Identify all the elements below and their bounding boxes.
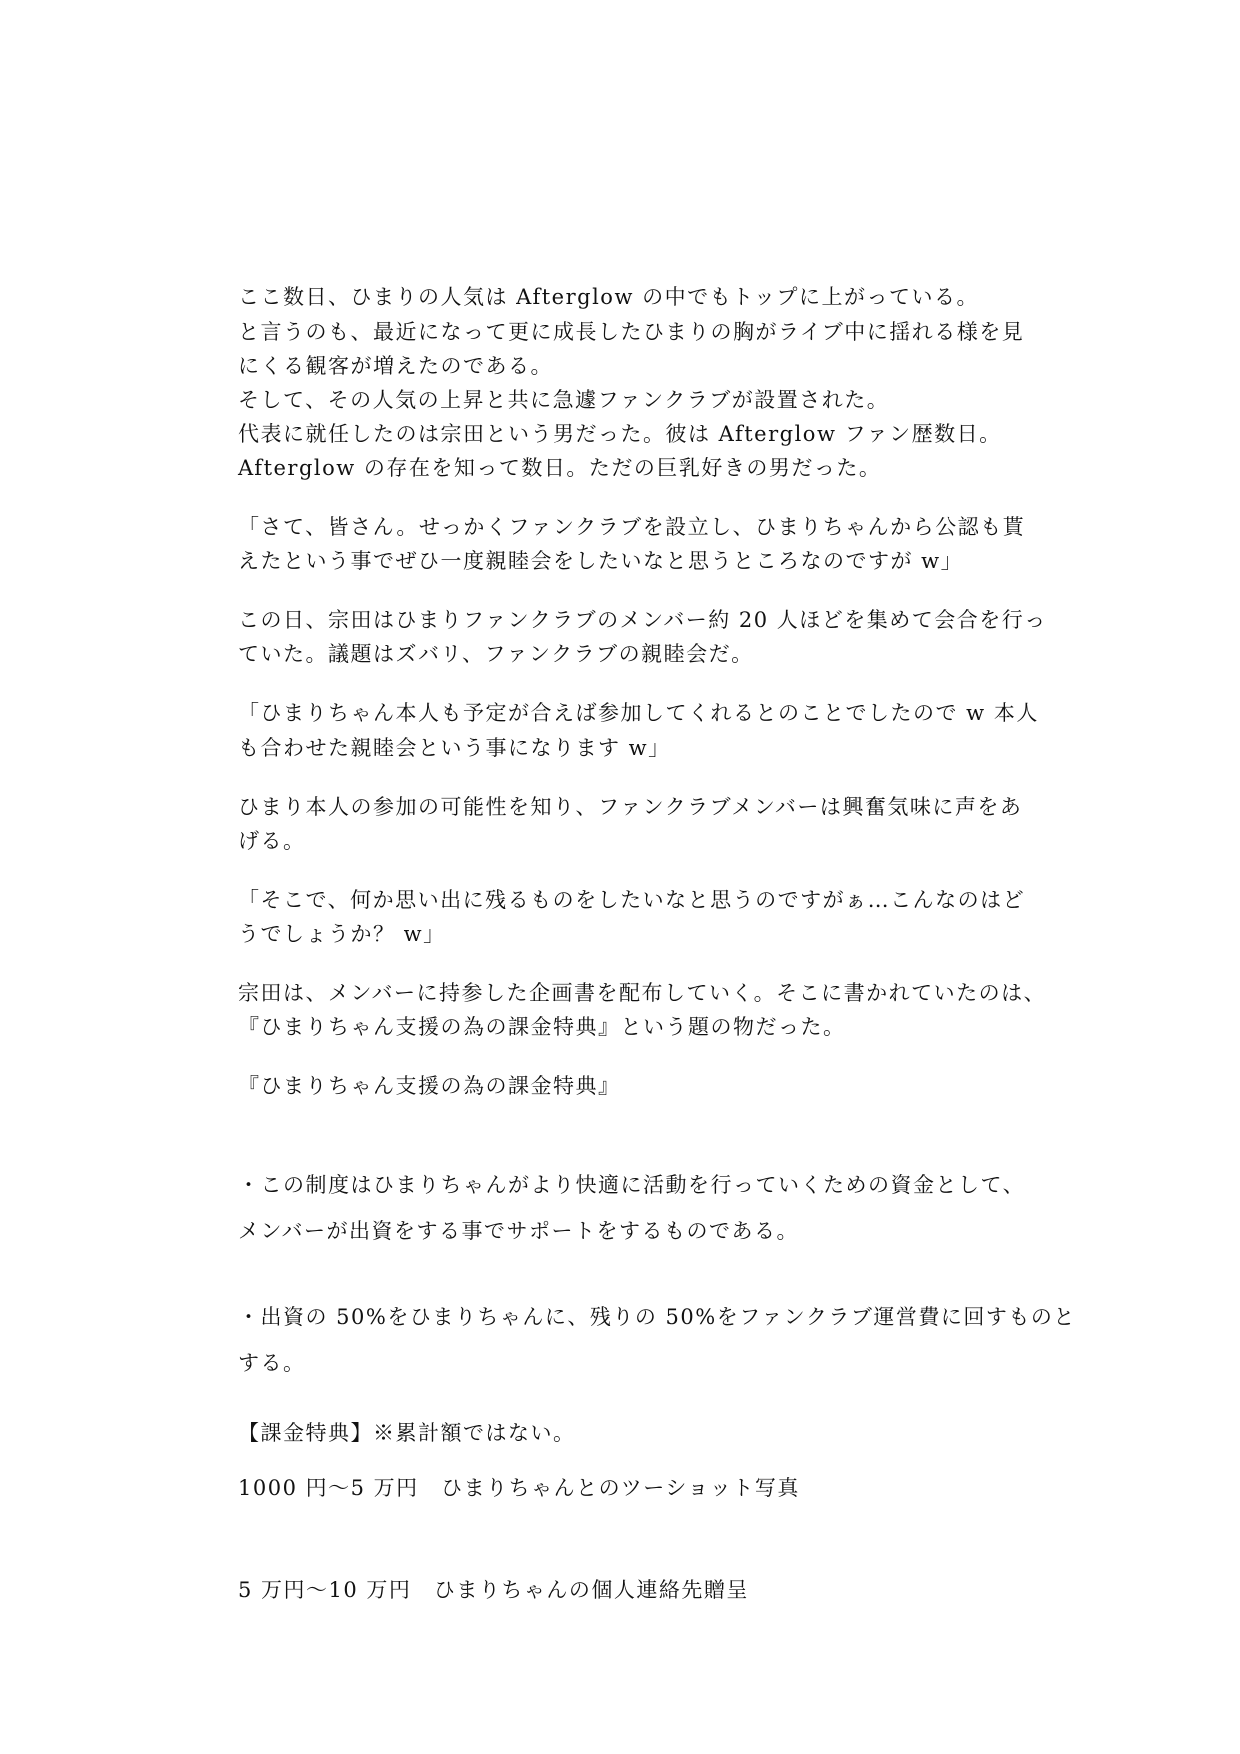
- text-line: 「さて、皆さん。せっかくファンクラブを設立し、ひまりちゃんから公認も貰: [238, 515, 1026, 539]
- text-line: ていた。議題はズバリ、ファンクラブの親睦会だ。: [238, 642, 754, 666]
- text-line: 『ひまりちゃん支援の為の課金特典』: [238, 1074, 621, 1098]
- text-line: と言うのも、最近になって更に成長したひまりの胸がライブ中に揺れる様を見: [238, 320, 1025, 344]
- text-line: Afterglow の存在を知って数日。ただの巨乳好きの男だった。: [238, 456, 882, 480]
- text-line: 『ひまりちゃん支援の為の課金特典』という題の物だった。: [238, 1015, 846, 1039]
- text-line: 「そこで、何か思い出に残るものをしたいなと思うのですがぁ…こんなのはど: [238, 888, 1026, 912]
- text-line: 1000 円〜5 万円 ひまりちゃんとのツーショット写真: [238, 1476, 800, 1500]
- text-line: 宗田は、メンバーに持参した企画書を配布していく。そこに書かれていたのは、: [238, 981, 1047, 1005]
- text-line: ・この制度はひまりちゃんがより快適に活動を行っていくための資金として、: [238, 1173, 1026, 1197]
- text-line: この日、宗田はひまりファンクラブのメンバー約 20 人ほどを集めて会合を行っ: [238, 608, 1047, 632]
- text-line: そして、その人気の上昇と共に急遽ファンクラブが設置された。: [238, 388, 890, 412]
- text-line: ・出資の 50%をひまりちゃんに、残りの 50%をファンクラブ運営費に回すものと: [238, 1305, 1076, 1329]
- text-line: メンバーが出資をする事でサポートをするものである。: [238, 1219, 800, 1243]
- text-line: も合わせた親睦会という事になります w」: [238, 736, 671, 760]
- text-line: ここ数日、ひまりの人気は Afterglow の中でもトップに上がっている。: [238, 285, 979, 309]
- text-line: 代表に就任したのは宗田という男だった。彼は Afterglow ファン歴数日。: [238, 422, 1002, 446]
- text-line: うでしょうか？ w」: [238, 922, 446, 946]
- text-line: えたという事でぜひ一度親睦会をしたいなと思うところなのですが w」: [238, 549, 964, 573]
- text-line: げる。: [238, 829, 306, 853]
- text-line: 「ひまりちゃん本人も予定が合えば参加してくれるとのことでしたので w 本人: [238, 701, 1039, 725]
- text-line: 5 万円〜10 万円 ひまりちゃんの個人連絡先贈呈: [238, 1578, 749, 1602]
- text-line: にくる観客が増えたのである。: [238, 354, 553, 378]
- text-line: する。: [238, 1351, 306, 1375]
- text-line: ひまり本人の参加の可能性を知り、ファンクラブメンバーは興奮気味に声をあ: [238, 795, 1023, 819]
- text-line: 【課金特典】※累計額ではない。: [238, 1421, 576, 1445]
